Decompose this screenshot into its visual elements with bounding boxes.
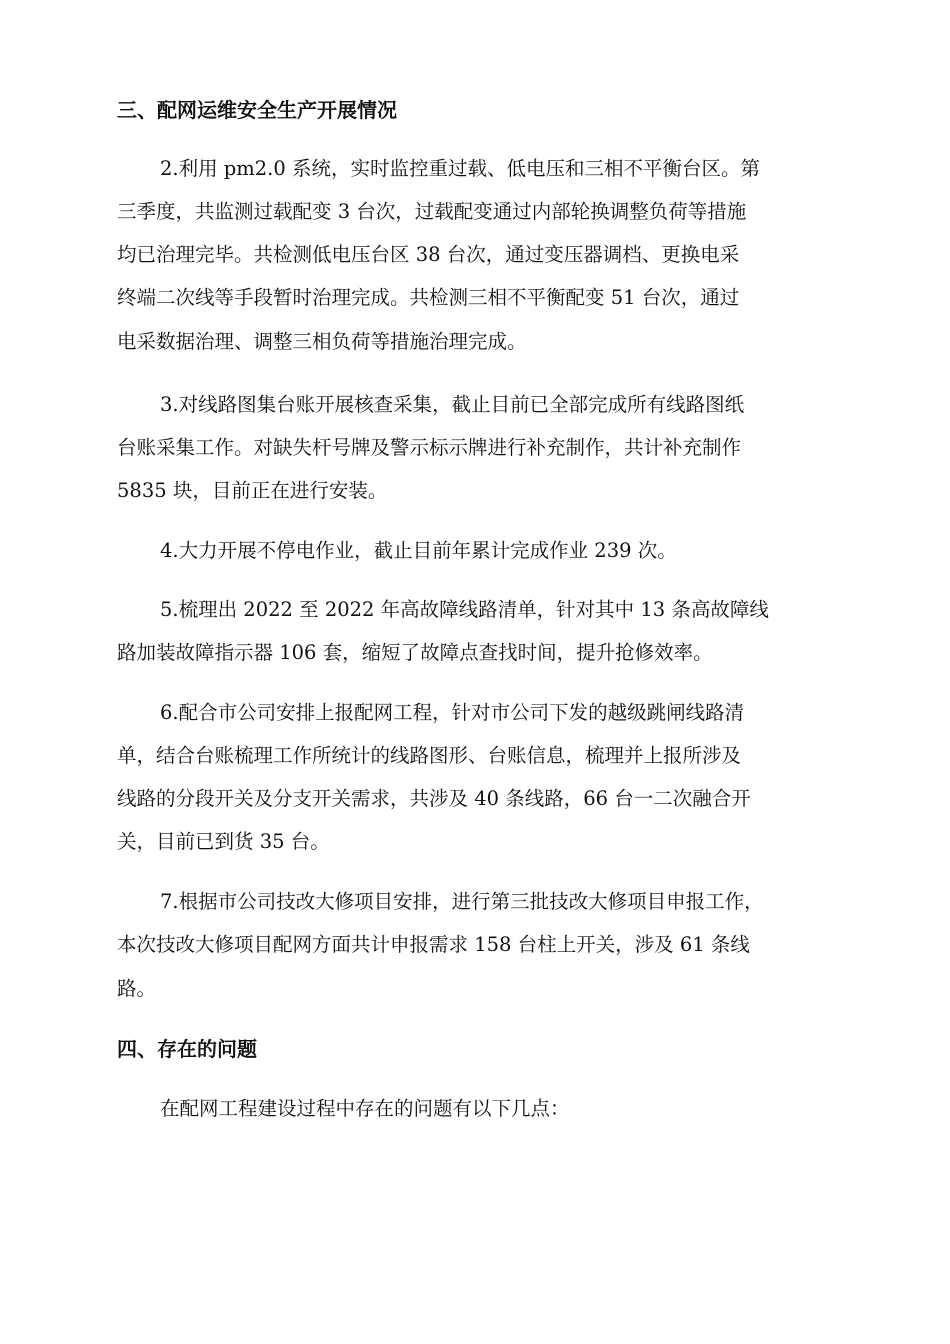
item-3-line-3: 5835 块，目前正在进行安装。: [117, 479, 388, 502]
item-2-line-1: 2.利用 pm2.0 系统，实时监控重过载、低电压和三相不平衡台区。第: [160, 157, 760, 180]
item-2-line-3: 均已治理完毕。共检测低电压台区 38 台次，通过变压器调档、更换电采: [117, 243, 740, 266]
section-4-heading: 四、存在的问题: [117, 1037, 257, 1061]
item-5-line-2: 路加装故障指示器 106 套，缩短了故障点查找时间，提升抢修效率。: [117, 641, 713, 664]
item-3-line-1: 3.对线路图集台账开展核查采集，截止目前已全部完成所有线路图纸: [160, 393, 745, 416]
item-3-line-2: 台账采集工作。对缺失杆号牌及警示标示牌进行补充制作，共计补充制作: [117, 436, 742, 459]
section-4-intro: 在配网工程建设过程中存在的问题有以下几点：: [160, 1097, 570, 1120]
item-5-line-1: 5.梳理出 2022 至 2022 年高故障线路清单，针对其中 13 条高故障线: [160, 598, 769, 621]
item-7-line-3: 路。: [117, 977, 157, 1000]
item-7-line-2: 本次技改大修项目配网方面共计申报需求 158 台柱上开关，涉及 61 条线: [117, 933, 750, 956]
item-6-line-3: 线路的分段开关及分支开关需求，共涉及 40 条线路，66 台一二次融合开: [117, 787, 751, 810]
item-7-line-1: 7.根据市公司技改大修项目安排，进行第三批技改大修项目申报工作，: [160, 890, 764, 913]
item-2-line-2: 三季度，共监测过载配变 3 台次，过载配变通过内部轮换调整负荷等措施: [117, 200, 747, 223]
section-3-heading: 三、配网运维安全生产开展情况: [117, 98, 397, 122]
item-6-line-1: 6.配合市公司安排上报配网工程，针对市公司下发的越级跳闸线路清: [160, 701, 745, 724]
item-2-line-5: 电采数据治理、调整三相负荷等措施治理完成。: [117, 330, 527, 353]
item-6-line-4: 关，目前已到货 35 台。: [117, 830, 330, 853]
item-6-line-2: 单，结合台账梳理工作所统计的线路图形、台账信息，梳理并上报所涉及: [117, 744, 742, 767]
item-4-line-1: 4.大力开展不停电作业，截止目前年累计完成作业 239 次。: [160, 539, 677, 562]
item-2-line-4: 终端二次线等手段暂时治理完成。共检测三相不平衡配变 51 台次，通过: [117, 286, 740, 309]
